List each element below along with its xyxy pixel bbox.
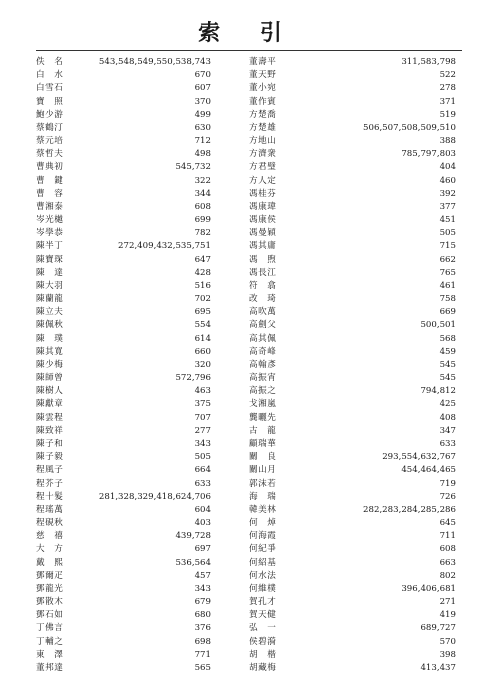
entry-pages: 344 bbox=[194, 188, 211, 199]
entry-name: 方楚雄 bbox=[249, 122, 277, 133]
entry-name: 岑學恭 bbox=[36, 228, 64, 239]
entry-name: 東 澤 bbox=[36, 649, 64, 660]
index-entry bbox=[249, 161, 456, 174]
entry-name: 馮康瑋 bbox=[249, 201, 277, 212]
entry-pages: 343 bbox=[194, 438, 211, 449]
index-entry bbox=[36, 451, 211, 464]
entry-name: 侯碧漪 bbox=[249, 636, 277, 647]
index-entry bbox=[36, 148, 211, 161]
entry-name: 陳寶琛 bbox=[36, 254, 64, 265]
index-entry bbox=[249, 69, 456, 82]
entry-name: 賀天健 bbox=[249, 610, 277, 621]
index-entry bbox=[249, 82, 456, 95]
index-entry bbox=[249, 56, 456, 69]
entry-pages: 322 bbox=[194, 175, 211, 186]
entry-pages: 697 bbox=[194, 544, 211, 555]
index-entry bbox=[36, 530, 211, 543]
index-entry bbox=[249, 570, 456, 583]
entry-name: 顧瑞華 bbox=[249, 438, 277, 449]
index-entry bbox=[249, 596, 456, 609]
entry-pages: 320 bbox=[194, 359, 211, 370]
entry-pages: 802 bbox=[439, 570, 456, 581]
index-entry bbox=[249, 425, 456, 438]
index-entry bbox=[36, 596, 211, 609]
index-entry bbox=[249, 478, 456, 491]
entry-pages: 543,548,549,550,538,743 bbox=[98, 57, 211, 67]
index-entry bbox=[36, 175, 211, 188]
entry-pages: 669 bbox=[439, 307, 456, 318]
entry-pages: 293,554,632,767 bbox=[382, 452, 456, 463]
entry-name: 何 焯 bbox=[249, 518, 277, 529]
index-column-right bbox=[249, 56, 456, 675]
index-entry bbox=[36, 227, 211, 240]
index-entry bbox=[249, 333, 456, 346]
index-entry bbox=[36, 267, 211, 280]
index-entry bbox=[36, 109, 211, 122]
entry-pages: 545 bbox=[439, 373, 456, 384]
entry-name: 陳 達 bbox=[36, 267, 64, 278]
entry-name: 曹典初 bbox=[36, 162, 64, 173]
index-entry bbox=[249, 662, 456, 675]
entry-name: 方濟衆 bbox=[249, 149, 277, 160]
entry-pages: 545 bbox=[439, 359, 456, 370]
entry-name: 方人定 bbox=[249, 175, 277, 186]
index-entry bbox=[36, 583, 211, 596]
index-entry bbox=[249, 622, 456, 635]
index-entry bbox=[36, 135, 211, 148]
index-entry bbox=[249, 609, 456, 622]
index-entry bbox=[36, 543, 211, 556]
entry-pages: 451 bbox=[439, 215, 456, 226]
index-entry bbox=[36, 333, 211, 346]
index-entry bbox=[249, 188, 456, 201]
index-entry bbox=[249, 372, 456, 385]
entry-pages: 689,727 bbox=[420, 623, 456, 634]
index-entry bbox=[36, 464, 211, 477]
entry-name: 何紀爭 bbox=[249, 544, 277, 555]
entry-pages: 670 bbox=[194, 70, 211, 81]
entry-pages: 498 bbox=[194, 149, 211, 160]
entry-name: 蔡鶴汀 bbox=[36, 122, 64, 133]
index-entry bbox=[36, 359, 211, 372]
entry-name: 白雪石 bbox=[36, 83, 64, 94]
entry-name: 程風子 bbox=[36, 465, 64, 476]
entry-name: 陳雲程 bbox=[36, 412, 64, 423]
index-entry bbox=[249, 530, 456, 543]
index-entry bbox=[36, 385, 211, 398]
entry-name: 何維樸 bbox=[249, 583, 277, 594]
entry-pages: 680 bbox=[194, 610, 211, 621]
index-entry bbox=[36, 412, 211, 425]
index-entry bbox=[249, 135, 456, 148]
index-entry bbox=[249, 543, 456, 556]
entry-pages: 505 bbox=[194, 452, 211, 463]
entry-pages: 506,507,508,509,510 bbox=[363, 122, 456, 133]
entry-name: 胡藏梅 bbox=[249, 662, 277, 673]
entry-name: 陳獻章 bbox=[36, 399, 64, 410]
entry-pages: 715 bbox=[439, 241, 456, 252]
entry-name: 陳 璞 bbox=[36, 333, 64, 344]
entry-pages: 516 bbox=[194, 280, 211, 291]
entry-pages: 568 bbox=[439, 333, 456, 344]
entry-name: 馮 煦 bbox=[249, 254, 277, 265]
index-entry bbox=[249, 201, 456, 214]
index-entry bbox=[36, 491, 211, 504]
index-entry bbox=[249, 636, 456, 649]
entry-pages: 712 bbox=[194, 136, 211, 147]
entry-pages: 343 bbox=[194, 583, 211, 594]
page-title: 索 引 bbox=[198, 21, 298, 46]
entry-pages: 522 bbox=[439, 70, 456, 81]
index-entry bbox=[36, 188, 211, 201]
index-entry bbox=[249, 306, 456, 319]
entry-name: 方地山 bbox=[249, 136, 277, 147]
entry-pages: 419 bbox=[439, 610, 456, 621]
entry-pages: 695 bbox=[194, 307, 211, 318]
entry-name: 程芥子 bbox=[36, 478, 64, 489]
entry-name: 丁輔之 bbox=[36, 636, 64, 647]
entry-name: 董邦達 bbox=[36, 662, 64, 673]
index-entry bbox=[249, 240, 456, 253]
entry-name: 韓美林 bbox=[249, 504, 277, 515]
index-entry bbox=[36, 82, 211, 95]
entry-pages: 647 bbox=[194, 254, 211, 265]
entry-pages: 463 bbox=[194, 386, 211, 397]
entry-pages: 396,406,681 bbox=[401, 583, 456, 594]
index-entry bbox=[249, 214, 456, 227]
entry-pages: 726 bbox=[439, 491, 456, 502]
entry-name: 何水法 bbox=[249, 570, 277, 581]
entry-pages: 570 bbox=[439, 636, 456, 647]
entry-name: 何紹基 bbox=[249, 557, 277, 568]
entry-pages: 698 bbox=[194, 636, 211, 647]
entry-name: 高劍父 bbox=[249, 320, 277, 331]
entry-name: 胡 楷 bbox=[249, 649, 277, 660]
index-entry bbox=[36, 240, 211, 253]
entry-pages: 460 bbox=[439, 175, 456, 186]
entry-name: 鄧爾疋 bbox=[36, 570, 64, 581]
index-entry bbox=[249, 319, 456, 332]
entry-pages: 608 bbox=[194, 201, 211, 212]
entry-pages: 370 bbox=[194, 96, 211, 107]
entry-name: 曹 容 bbox=[36, 188, 64, 199]
entry-pages: 707 bbox=[194, 412, 211, 423]
entry-pages: 614 bbox=[194, 333, 211, 344]
entry-pages: 457 bbox=[194, 570, 211, 581]
entry-pages: 500,501 bbox=[420, 320, 456, 331]
index-entry bbox=[36, 504, 211, 517]
index-entry bbox=[249, 649, 456, 662]
entry-name: 高振宵 bbox=[249, 373, 277, 384]
entry-name: 程十髮 bbox=[36, 491, 64, 502]
entry-pages: 377 bbox=[439, 201, 456, 212]
index-entry bbox=[36, 425, 211, 438]
entry-name: 陳其寬 bbox=[36, 346, 64, 357]
entry-pages: 663 bbox=[439, 557, 456, 568]
entry-name: 鮑少游 bbox=[36, 109, 64, 120]
index-entry bbox=[36, 346, 211, 359]
entry-name: 寶 照 bbox=[36, 96, 64, 107]
entry-name: 高其佩 bbox=[249, 333, 277, 344]
entry-name: 陳少梅 bbox=[36, 359, 64, 370]
entry-pages: 278 bbox=[439, 83, 456, 94]
index-entry bbox=[36, 161, 211, 174]
entry-name: 陳大羽 bbox=[36, 280, 64, 291]
index-entry bbox=[249, 451, 456, 464]
entry-name: 方楚喬 bbox=[249, 109, 277, 120]
entry-pages: 272,409,432,535,751 bbox=[118, 241, 211, 252]
entry-pages: 499 bbox=[194, 109, 211, 120]
entry-name: 陳半丁 bbox=[36, 241, 64, 252]
index-entry bbox=[36, 557, 211, 570]
entry-name: 陳立夫 bbox=[36, 307, 64, 318]
entry-name: 高奇峰 bbox=[249, 346, 277, 357]
entry-name: 鄧散木 bbox=[36, 597, 64, 608]
entry-pages: 604 bbox=[194, 504, 211, 515]
index-entry bbox=[249, 438, 456, 451]
entry-name: 古 龍 bbox=[249, 425, 277, 436]
entry-pages: 404 bbox=[439, 162, 456, 173]
entry-pages: 630 bbox=[194, 122, 211, 133]
index-entry bbox=[36, 609, 211, 622]
index-entry bbox=[36, 280, 211, 293]
entry-pages: 699 bbox=[194, 215, 211, 226]
entry-pages: 565 bbox=[194, 662, 211, 673]
entry-name: 董天野 bbox=[249, 70, 277, 81]
entry-name: 程硯秋 bbox=[36, 518, 64, 529]
entry-pages: 660 bbox=[194, 346, 211, 357]
entry-name: 戴 熙 bbox=[36, 557, 64, 568]
index-entry bbox=[249, 122, 456, 135]
index-entry bbox=[249, 346, 456, 359]
entry-pages: 461 bbox=[439, 280, 456, 291]
index-entry bbox=[36, 69, 211, 82]
entry-pages: 572,796 bbox=[175, 373, 211, 384]
index-entry bbox=[249, 385, 456, 398]
entry-name: 龔曬先 bbox=[249, 412, 277, 423]
entry-pages: 545,732 bbox=[175, 162, 211, 173]
index-entry bbox=[249, 464, 456, 477]
entry-name: 大 方 bbox=[36, 544, 64, 555]
index-entry bbox=[36, 478, 211, 491]
entry-pages: 371 bbox=[439, 96, 456, 107]
index-entry bbox=[249, 504, 456, 517]
entry-pages: 633 bbox=[439, 438, 456, 449]
entry-name: 岑光樾 bbox=[36, 215, 64, 226]
entry-pages: 771 bbox=[194, 649, 211, 660]
entry-name: 郭沫若 bbox=[249, 478, 277, 489]
entry-pages: 281,328,329,418,624,706 bbox=[98, 491, 211, 502]
index-entry bbox=[36, 622, 211, 635]
index-entry bbox=[36, 201, 211, 214]
index-entry bbox=[36, 122, 211, 135]
entry-pages: 554 bbox=[194, 320, 211, 331]
index-entry bbox=[36, 56, 211, 69]
index-entry bbox=[249, 267, 456, 280]
entry-pages: 392 bbox=[439, 188, 456, 199]
entry-pages: 428 bbox=[194, 267, 211, 278]
entry-name: 符 翕 bbox=[249, 280, 277, 291]
entry-pages: 664 bbox=[194, 465, 211, 476]
entry-name: 程瑤萬 bbox=[36, 504, 64, 515]
entry-name: 鄧龍光 bbox=[36, 583, 64, 594]
index-entry bbox=[36, 96, 211, 109]
entry-name: 高吹萬 bbox=[249, 307, 277, 318]
entry-name: 曹湘泰 bbox=[36, 201, 64, 212]
entry-name: 馮桂芬 bbox=[249, 188, 277, 199]
entry-pages: 413,437 bbox=[420, 662, 456, 673]
entry-name: 高翰彥 bbox=[249, 359, 277, 370]
entry-pages: 782 bbox=[194, 228, 211, 239]
entry-name: 賀孔才 bbox=[249, 597, 277, 608]
index-entry bbox=[249, 293, 456, 306]
entry-name: 陳致祥 bbox=[36, 425, 64, 436]
entry-pages: 662 bbox=[439, 254, 456, 265]
entry-pages: 702 bbox=[194, 294, 211, 305]
entry-name: 董小宛 bbox=[249, 83, 277, 94]
entry-pages: 765 bbox=[439, 267, 456, 278]
index-entry bbox=[249, 96, 456, 109]
index-entry bbox=[36, 254, 211, 267]
entry-name: 董作賓 bbox=[249, 96, 277, 107]
entry-pages: 758 bbox=[439, 294, 456, 305]
entry-pages: 536,564 bbox=[175, 557, 211, 568]
entry-name: 佚 名 bbox=[36, 57, 64, 67]
index-entry bbox=[249, 254, 456, 267]
entry-pages: 459 bbox=[439, 346, 456, 357]
entry-pages: 375 bbox=[194, 399, 211, 410]
entry-pages: 311,583,798 bbox=[401, 57, 456, 67]
entry-pages: 519 bbox=[439, 109, 456, 120]
index-entry bbox=[249, 280, 456, 293]
entry-name: 何海霞 bbox=[249, 531, 277, 542]
entry-pages: 347 bbox=[439, 425, 456, 436]
index-column-left bbox=[36, 56, 211, 675]
index-entry bbox=[36, 293, 211, 306]
entry-pages: 794,812 bbox=[420, 386, 456, 397]
entry-name: 鄧石如 bbox=[36, 610, 64, 621]
index-entry bbox=[249, 398, 456, 411]
entry-pages: 425 bbox=[439, 399, 456, 410]
entry-name: 方君璧 bbox=[249, 162, 277, 173]
entry-name: 陳蘭龍 bbox=[36, 294, 64, 305]
index-entry bbox=[36, 649, 211, 662]
entry-pages: 454,464,465 bbox=[401, 465, 456, 476]
entry-pages: 388 bbox=[439, 136, 456, 147]
entry-name: 曹 鍵 bbox=[36, 175, 64, 186]
entry-pages: 607 bbox=[194, 83, 211, 94]
entry-name: 蔡哲夫 bbox=[36, 149, 64, 160]
entry-pages: 408 bbox=[439, 412, 456, 423]
entry-name: 陳子毅 bbox=[36, 452, 64, 463]
entry-pages: 719 bbox=[439, 478, 456, 489]
entry-name: 戈湘嵐 bbox=[249, 399, 277, 410]
entry-pages: 398 bbox=[439, 649, 456, 660]
entry-name: 馮康侯 bbox=[249, 215, 277, 226]
entry-name: 馮曼穎 bbox=[249, 228, 277, 239]
entry-name: 陳師曾 bbox=[36, 373, 64, 384]
entry-pages: 376 bbox=[194, 623, 211, 634]
index-entry bbox=[36, 319, 211, 332]
entry-name: 陳子和 bbox=[36, 438, 64, 449]
entry-pages: 403 bbox=[194, 518, 211, 529]
index-entry bbox=[36, 372, 211, 385]
entry-pages: 271 bbox=[439, 597, 456, 608]
entry-name: 高振之 bbox=[249, 386, 277, 397]
entry-name: 慈 禧 bbox=[36, 531, 64, 542]
index-entry bbox=[249, 583, 456, 596]
entry-pages: 633 bbox=[194, 478, 211, 489]
index-entry bbox=[36, 517, 211, 530]
entry-name: 陳樹人 bbox=[36, 386, 64, 397]
entry-name: 丁佛言 bbox=[36, 623, 64, 634]
index-entry bbox=[249, 175, 456, 188]
index-entry bbox=[36, 662, 211, 675]
index-entry bbox=[249, 227, 456, 240]
index-entry bbox=[249, 109, 456, 122]
index-entry bbox=[36, 214, 211, 227]
index-entry bbox=[36, 636, 211, 649]
index-entry bbox=[249, 412, 456, 425]
entry-name: 蔡元培 bbox=[36, 136, 64, 147]
entry-name: 弘 一 bbox=[249, 623, 277, 634]
entry-name: 馮其庸 bbox=[249, 241, 277, 252]
index-entry bbox=[249, 148, 456, 161]
entry-pages: 282,283,284,285,286 bbox=[363, 504, 456, 515]
entry-pages: 645 bbox=[439, 518, 456, 529]
index-entry bbox=[249, 557, 456, 570]
entry-name: 馮長江 bbox=[249, 267, 277, 278]
entry-pages: 679 bbox=[194, 597, 211, 608]
index-entry bbox=[249, 359, 456, 372]
entry-name: 董壽平 bbox=[249, 57, 277, 67]
title-divider bbox=[36, 50, 462, 51]
entry-name: 改 琦 bbox=[249, 294, 277, 305]
entry-name: 白 水 bbox=[36, 70, 64, 81]
index-entry bbox=[36, 306, 211, 319]
entry-pages: 277 bbox=[194, 425, 211, 436]
index-entry bbox=[249, 517, 456, 530]
index-entry bbox=[249, 491, 456, 504]
entry-name: 陳佩秋 bbox=[36, 320, 64, 331]
entry-pages: 439,728 bbox=[175, 531, 211, 542]
entry-name: 關 良 bbox=[249, 452, 277, 463]
index-entry bbox=[36, 438, 211, 451]
entry-pages: 505 bbox=[439, 228, 456, 239]
entry-pages: 785,797,803 bbox=[401, 149, 456, 160]
index-entry bbox=[36, 398, 211, 411]
index-entry bbox=[36, 570, 211, 583]
entry-pages: 608 bbox=[439, 544, 456, 555]
entry-pages: 711 bbox=[439, 531, 456, 542]
entry-name: 關山月 bbox=[249, 465, 277, 476]
entry-name: 海 瑞 bbox=[249, 491, 277, 502]
